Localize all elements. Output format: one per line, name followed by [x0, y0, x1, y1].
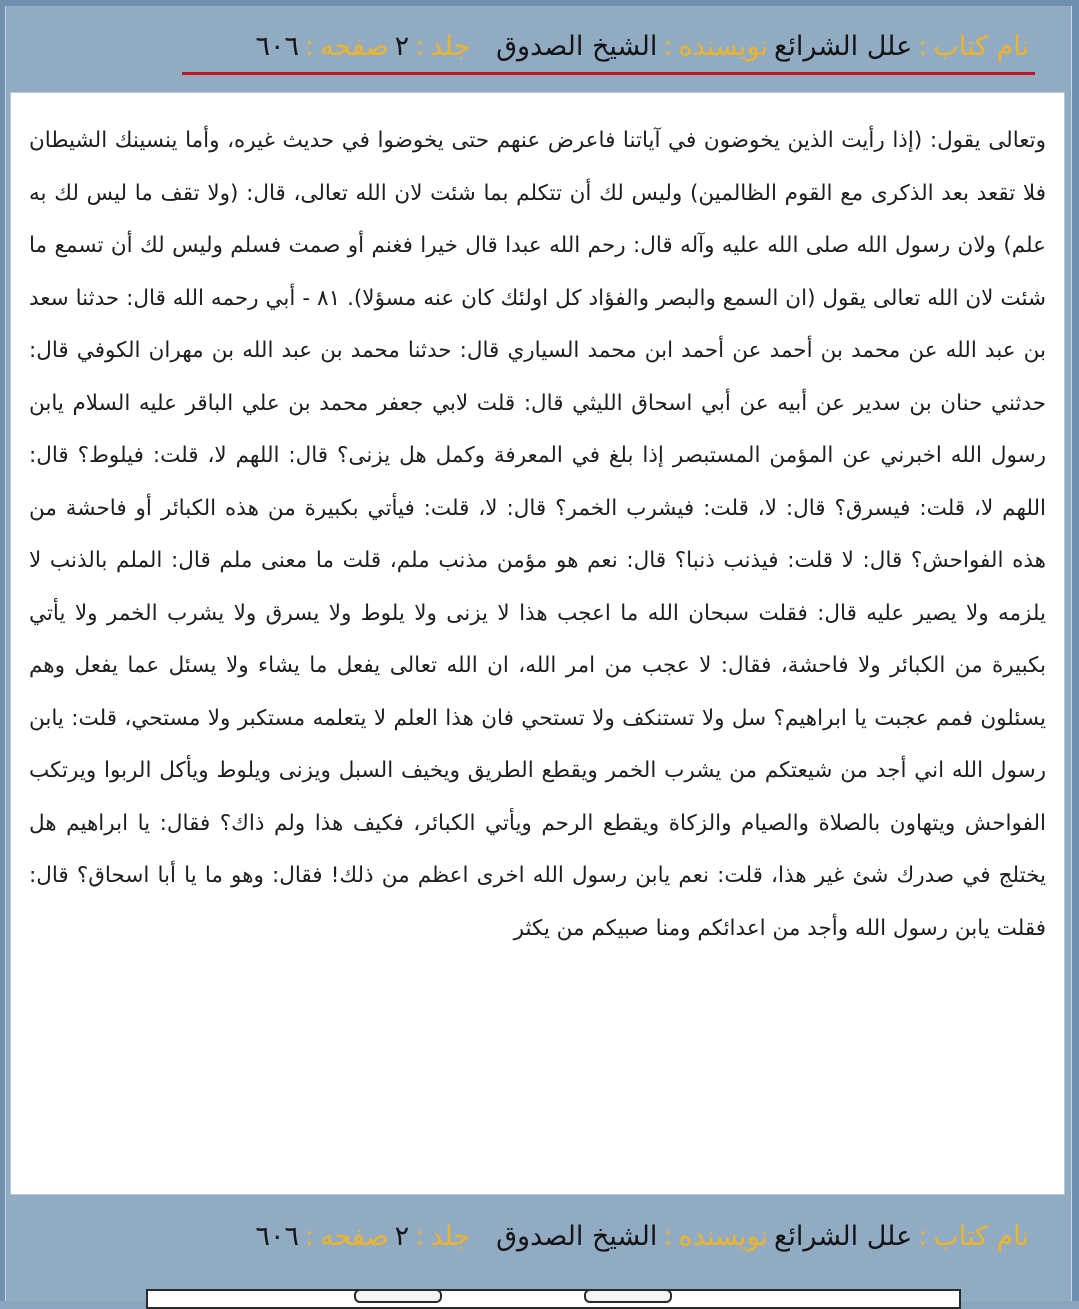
book-info-footer: [8, 1198, 1067, 1276]
separator: :: [663, 31, 673, 62]
book-info-line: [256, 30, 1029, 64]
volume-value: ٢: [394, 31, 410, 62]
page-value: ٦٠٦: [255, 1221, 300, 1252]
pagination-box: [146, 1289, 961, 1309]
header-underline: [182, 72, 1035, 75]
book-name-value[interactable]: علل الشرائع: [774, 1221, 913, 1252]
author-label: نویسنده: [678, 31, 769, 62]
volume-value: ٢: [394, 1221, 410, 1252]
book-name-label: نام کتاب: [933, 31, 1029, 62]
book-info-line: [256, 1220, 1029, 1254]
volume-label: جلد: [430, 31, 471, 62]
page-label: صفحه: [320, 31, 389, 62]
separator: :: [415, 31, 425, 62]
separator: :: [305, 31, 315, 62]
volume-label: جلد: [430, 1221, 471, 1252]
separator: :: [415, 1221, 425, 1252]
separator: :: [918, 31, 928, 62]
book-name-label: نام کتاب: [933, 1221, 1029, 1252]
page-value: ٦٠٦: [255, 31, 300, 62]
book-info-header: [8, 8, 1067, 86]
page-label: صفحه: [320, 1221, 389, 1252]
separator: :: [663, 1221, 673, 1252]
body-text: وتعالى يقول: (إذا رأيت الذين يخوضون في آياتنا فاعرض عنهم حتى يخوضوا في حديث غيره، وأما ينسينك الشيطان فلا تقعد بعد الذكرى مع القوم الظالمين) وليس لك أن تتكلم بما شئت لان الله تعالى، قال: (ولا تقف ما ليس لك به علم) ولان رسول الله صلى الله عليه وآله قال: رحم الله عبدا قال خيرا فغنم أو صمت فسلم وليس لك أن تسمع ما شئت لان الله تعالى يقول (ان السمع والبصر والفؤاد كل اولئك كان عنه مسؤلا). ٨١ - أبي رحمه الله قال: حدثنا سعد بن عبد الله عن محمد بن أحمد عن أحمد ابن محمد السياري قال: حدثنا محمد بن عبد الله بن مهران الكوفي قال: حدثني حنان بن سدير عن أبيه عن أبي اسحاق الليثي قال: قلت لابي جعفر محمد بن علي الباقر عليه السلام يابن رسول الله اخبرني عن المؤمن المستبصر إذا بلغ في المعرفة وكمل هل يزنى؟ قال: اللهم لا، قلت: فيلوط؟ قال: اللهم لا، قلت: فيسرق؟ قال: لا، قلت: فيشرب الخمر؟ قال: لا، قلت: فيأتي بكبيرة من هذه الكبائر أو فاحشة من هذه الفواحش؟ قال: لا قلت: فيذنب ذنبا؟ قال: نعم هو مؤمن مذنب ملم، قلت ما معنى ملم قال: الملم بالذنب لا يلزمه ولا يصير عليه قال: فقلت سبحان الله ما اعجب هذا لا يزنى ولا يلوط ولا يسرق ولا يشرب الخمر ولا يأتي بكبيرة من الكبائر ولا فاحشة، فقال: لا عجب من امر الله، ان الله تعالى يفعل ما يشاء ولا يسئل عما يفعل وهم يسئلون فمم عجبت يا ابراهيم؟ سل ولا تستنكف ولا تستحي فان هذا العلم لا يتعلمه مستكبر ولا مستحي، قلت: يابن رسول الله اني أجد من شيعتكم من يشرب الخمر ويقطع الطريق ويخيف السبل ويزنى ويلوط ويأكل الربوا ويرتكب الفواحش ويتهاون بالصلاة والصيام والزكاة ويقطع الرحم ويأتي الكبائر، فكيف هذا ولم ذاك؟ فقال: يا ابراهيم هل يختلج في صدرك شئ غير هذا، قلت: نعم يابن رسول الله اخرى اعظم من ذلك! فقال: وهو ما يا أبا اسحاق؟ قال: فقلت يابن رسول الله وأجد من اعدائكم ومنا صبيكم من يكثر: [29, 128, 1046, 941]
author-label: نویسنده: [678, 1221, 769, 1252]
author-value[interactable]: الشيخ الصدوق: [496, 31, 658, 62]
book-name-value[interactable]: علل الشرائع: [774, 31, 913, 62]
author-value[interactable]: الشيخ الصدوق: [496, 1221, 658, 1252]
separator: :: [918, 1221, 928, 1252]
page-content: [10, 92, 1065, 1195]
separator: :: [305, 1221, 315, 1252]
